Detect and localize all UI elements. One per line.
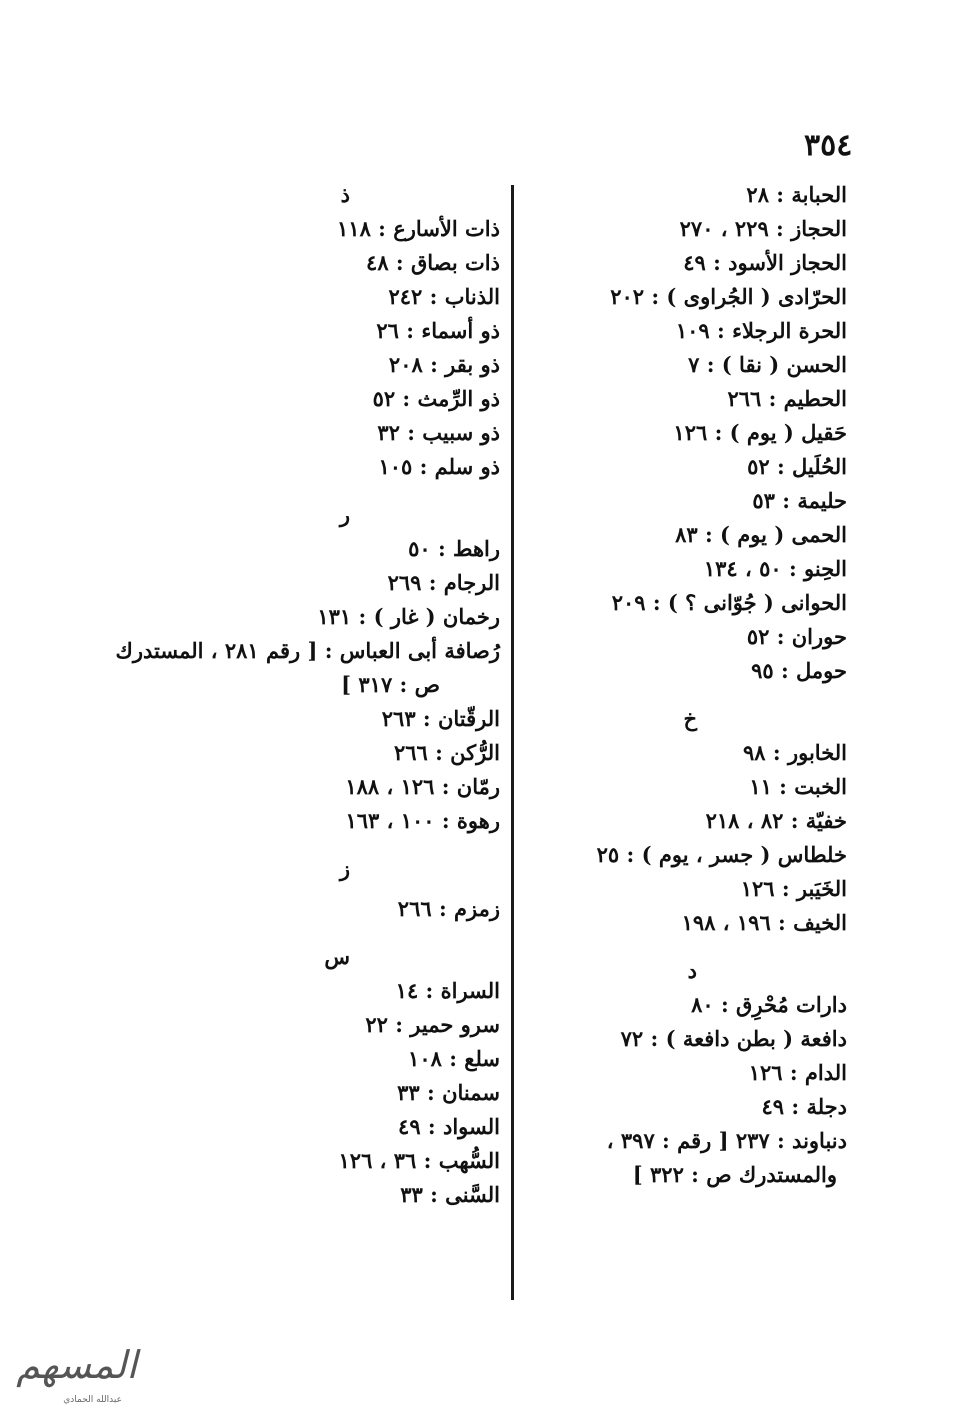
index-entry: رمّان : ١٢٦ ، ١٨٨: [345, 774, 500, 799]
index-entry: سمنان : ٣٣: [397, 1080, 500, 1105]
index-entry: دنباوند : ٢٣٧ [ رقم : ٣٩٧ ،: [606, 1128, 847, 1153]
index-entry: سرو حمير : ٢٢: [365, 1012, 500, 1037]
index-entry: حومل : ٩٥: [751, 658, 847, 683]
section-letter: س: [324, 944, 350, 969]
index-entry: الذناب : ٢٤٢: [388, 284, 500, 309]
index-entry: ذو سلم : ١٠٥: [378, 454, 500, 479]
index-entry: راهط : ٥٠: [408, 536, 500, 561]
index-entry: خلطاس ( جسر ، يوم ) : ٢٥: [596, 842, 847, 867]
index-entry: خفيّة : ٨٢ ، ٢١٨: [705, 808, 847, 833]
index-column-left: [115, 178, 500, 1212]
index-entry: الحوانى ( جُوّانى ؟ ) : ٢٠٩: [611, 590, 847, 615]
index-entry: ذو الرِّمث : ٥٢: [372, 386, 500, 411]
index-entry: الرُّكن : ٢٦٦: [393, 740, 500, 765]
index-entry: الحرّادى ( الجُراوى ) : ٢٠٢: [610, 284, 847, 309]
index-entry: الحطيم : ٢٦٦: [727, 386, 847, 411]
section-letter: ز: [339, 856, 350, 881]
watermark-text: المسهم: [16, 1343, 137, 1387]
index-entry: حوران : ٥٢: [746, 624, 847, 649]
index-entry: السواد : ٤٩: [398, 1114, 500, 1139]
index-entry: الحبابة : ٢٨: [746, 182, 847, 207]
page-number: ٣٥٤: [804, 128, 853, 163]
watermark-logo: [12, 1330, 142, 1410]
index-entry: الرجام : ٢٦٩: [387, 570, 500, 595]
index-entry: الحجاز الأسود : ٤٩: [683, 250, 847, 275]
index-entry: الحجاز : ٢٢٩ ، ٢٧٠: [679, 216, 847, 241]
index-entry: الدام : ١٢٦: [748, 1060, 847, 1085]
index-entry: ذو أسماء : ٢٦: [376, 318, 500, 343]
index-entry: ذات الأسارع : ١١٨: [337, 216, 500, 241]
column-divider: [511, 185, 514, 1300]
index-entry: ذات بصاق : ٤٨: [366, 250, 500, 275]
index-entry: الرقّتان : ٢٦٣: [381, 706, 500, 731]
index-entry: دجلة : ٤٩: [761, 1094, 847, 1119]
section-letter: خ: [683, 706, 697, 731]
section-letter: ر: [339, 502, 350, 527]
index-entry: الخبت : ١١: [749, 774, 847, 799]
index-entry: الحِنو : ٥٠ ، ١٣٤: [703, 556, 847, 581]
index-entry: دارات مُحْرِق : ٨٠: [691, 992, 847, 1017]
index-entry: ذو بقر : ٢٠٨: [388, 352, 500, 377]
index-entry: زمزم : ٢٦٦: [397, 896, 500, 921]
index-entry-continuation: والمستدرك ص : ٣٢٢ ]: [632, 1162, 837, 1187]
index-entry: حليمة : ٥٣: [752, 488, 847, 513]
index-entry: الحمى ( يوم ) : ٨٣: [675, 522, 847, 547]
index-entry: الحُلَيل : ٥٢: [747, 454, 847, 479]
index-entry: الخيف : ١٩٦ ، ١٩٨: [681, 910, 847, 935]
index-entry: رهوة : ١٠٠ ، ١٦٣: [345, 808, 500, 833]
index-entry: الخابور : ٩٨: [743, 740, 847, 765]
index-entry: رُصافة أبى العباس : [ رقم ٢٨١ ، المستدرك: [115, 638, 500, 663]
index-entry: الخَيَبر : ١٢٦: [740, 876, 847, 901]
section-letter: ذ: [340, 182, 350, 207]
index-entry: رخمان ( غار ) : ١٣١: [317, 604, 500, 629]
index-entry: الحرة الرجلاء : ١٠٩: [675, 318, 847, 343]
index-entry: السَّنى : ٣٣: [400, 1182, 500, 1207]
index-entry: السراة : ١٤: [395, 978, 500, 1003]
watermark-subtext: عبدالله الحمادي: [63, 1395, 122, 1405]
index-entry-continuation: ص : ٣١٧ ]: [341, 672, 440, 697]
index-entry: حَقيل ( يوم ) : ١٢٦: [673, 420, 847, 445]
index-entry: الحسن ( نقا ) : ٧: [688, 352, 847, 377]
index-entry: ذو سبيب : ٣٢: [377, 420, 500, 445]
index-entry: دافعة ( بطن دافعة ) : ٧٢: [620, 1026, 847, 1051]
index-column-right: [547, 178, 847, 1192]
index-entry: سلع : ١٠٨: [408, 1046, 500, 1071]
section-letter: د: [687, 958, 697, 983]
index-entry: السُّهب : ٣٦ ، ١٢٦: [338, 1148, 500, 1173]
